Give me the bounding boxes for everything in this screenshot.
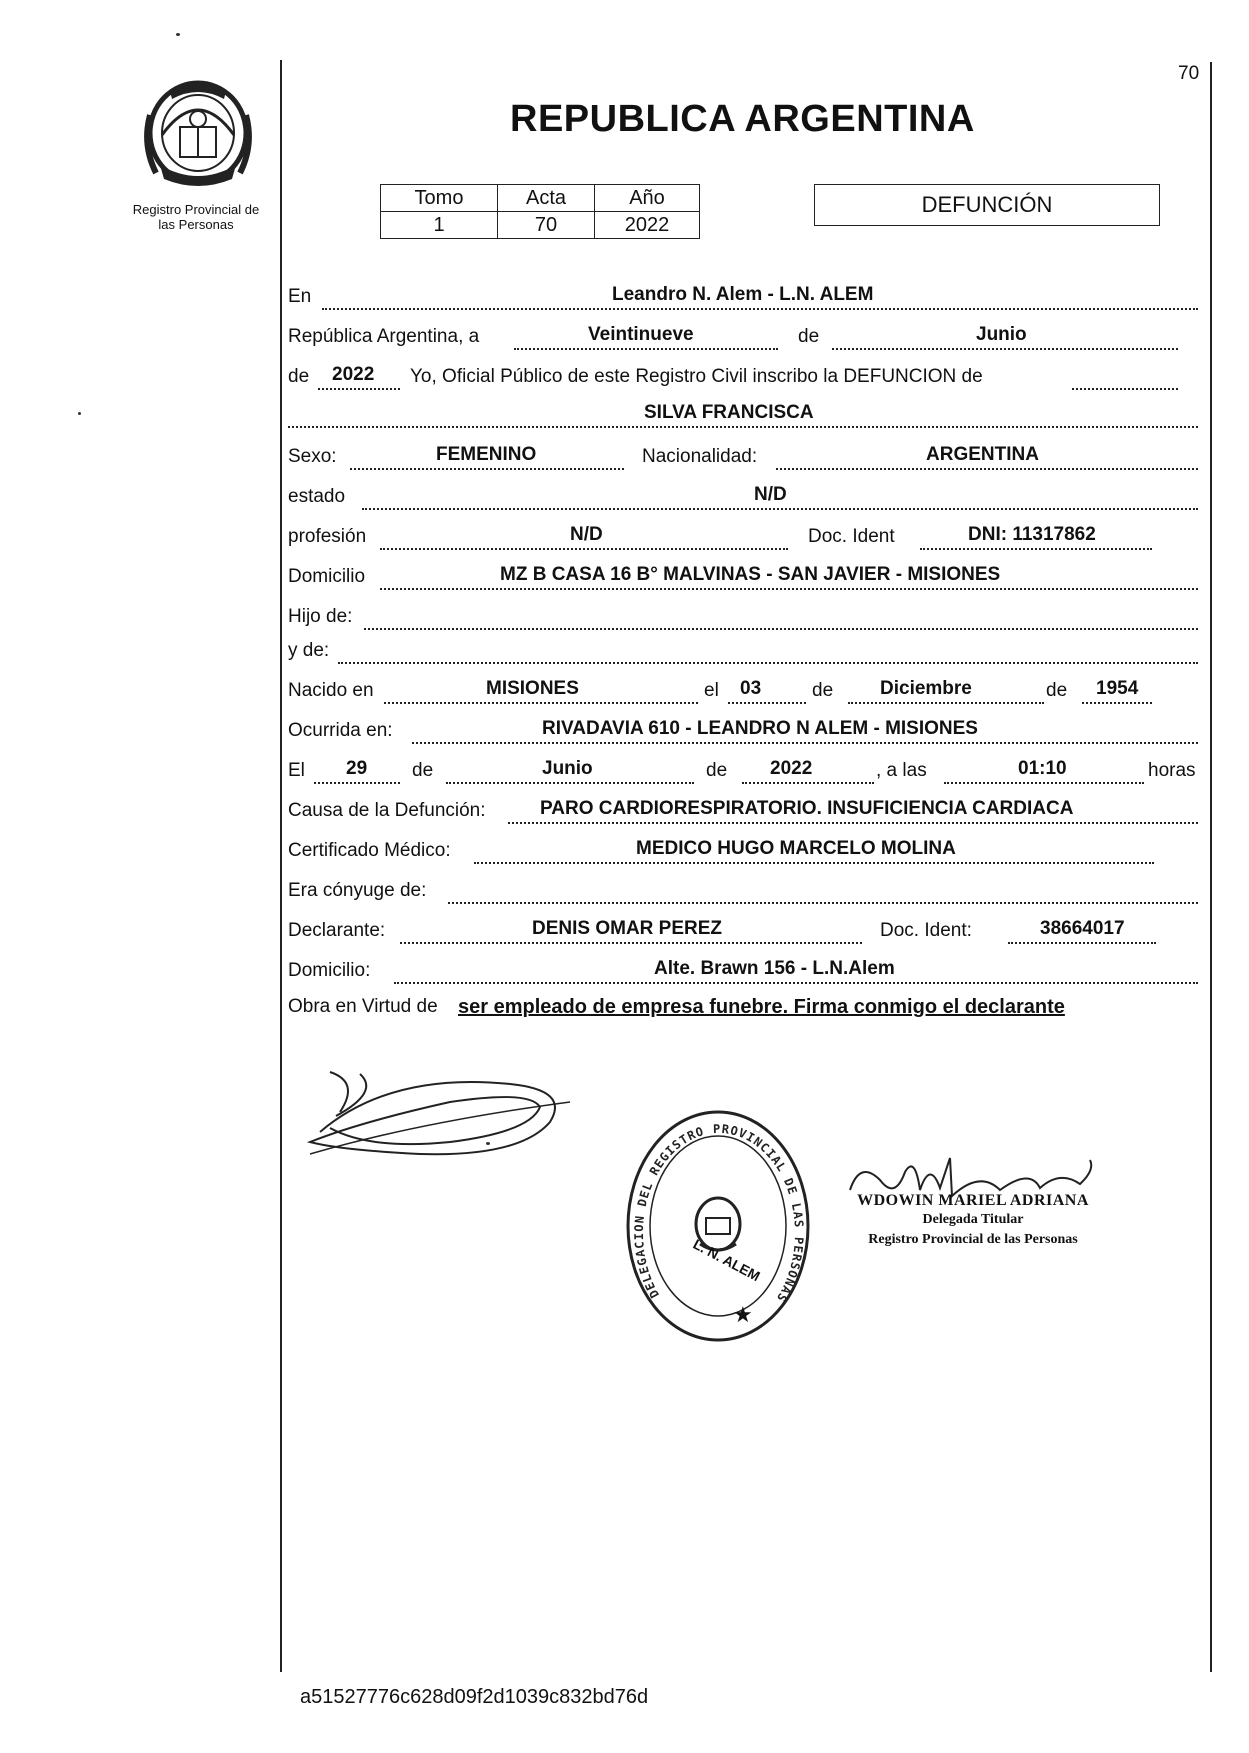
registry-header-row: [381, 185, 700, 212]
row-yde: [288, 640, 1198, 670]
dotted-line: [412, 742, 1198, 744]
declarant-signature: [300, 1062, 580, 1172]
anio-header: Año: [595, 185, 700, 212]
dotted-line: [776, 468, 1198, 470]
registry-value-row: [381, 212, 700, 239]
dotted-line: [514, 348, 778, 350]
tomo-header: Tomo: [381, 185, 498, 212]
nacido-value: MISIONES: [486, 678, 579, 699]
doc-ident-value: DNI: 11317862: [968, 524, 1096, 545]
declarante-value: DENIS OMAR PEREZ: [532, 918, 723, 939]
ink-dot: [486, 1142, 490, 1145]
dotted-line: [508, 822, 1198, 824]
row-causa: [288, 800, 1198, 830]
row-ocurrida: [288, 720, 1198, 750]
certificado-value: MEDICO HUGO MARCELO MOLINA: [636, 838, 956, 859]
row-certificado: [288, 840, 1198, 870]
page-number: 70: [1178, 63, 1200, 84]
acta-header: Acta: [498, 185, 595, 212]
profesion-value: N/D: [570, 524, 603, 545]
domicilio-label: Domicilio: [288, 566, 366, 587]
stamp-star-icon: ★: [733, 1302, 753, 1327]
dotted-line: [400, 942, 862, 944]
causa-label: Causa de la Defunción:: [288, 800, 486, 821]
registry-organization-label: [110, 202, 282, 232]
doc2-label: Doc. Ident:: [880, 920, 972, 941]
row-hijo: [288, 606, 1198, 636]
birth-day: 03: [740, 678, 762, 699]
dotted-line: [384, 702, 698, 704]
acta-value: 70: [498, 212, 595, 239]
dotted-line: [350, 468, 624, 470]
de6-label: de: [706, 760, 728, 781]
dotted-line: [364, 628, 1198, 630]
death-month: Junio: [542, 758, 593, 779]
horas-label: horas: [1148, 760, 1196, 781]
row-domicilio: [288, 566, 1198, 596]
death-time: 01:10: [1018, 758, 1067, 779]
row-conyuge: [288, 880, 1198, 910]
hijo-label: Hijo de:: [288, 606, 353, 627]
dotted-line: [448, 902, 1198, 904]
row-declarante: [288, 920, 1198, 950]
causa-value: PARO CARDIORESPIRATORIO. INSUFICIENCIA CARDIACA: [540, 798, 1074, 819]
dotted-line: [288, 426, 1198, 428]
dotted-line: [944, 782, 1144, 784]
stamp-inner-text: L. N. ALEM: [690, 1235, 763, 1285]
dotted-line: [832, 348, 1178, 350]
dotted-line: [380, 588, 1198, 590]
dotted-line: [314, 782, 400, 784]
de5-label: de: [412, 760, 434, 781]
en-label: En: [288, 286, 312, 307]
doc-ident-label: Doc. Ident: [808, 526, 895, 547]
dotted-line: [338, 662, 1198, 664]
scan-speck: [176, 33, 180, 36]
dotted-line: [474, 862, 1154, 864]
certificado-label: Certificado Médico:: [288, 840, 451, 861]
row-domicilio2: [288, 960, 1198, 990]
document-title: REPUBLICA ARGENTINA: [510, 98, 975, 140]
nacionalidad-value: ARGENTINA: [926, 444, 1039, 465]
yde-label: y de:: [288, 640, 330, 661]
dotted-line: [394, 982, 1198, 984]
alas-label: , a las: [876, 760, 927, 781]
row-sexo: [288, 446, 1198, 476]
death-day: 29: [346, 758, 368, 779]
org-line-2: las Personas: [158, 217, 234, 232]
row-profesion: [288, 526, 1198, 556]
sexo-value: FEMENINO: [436, 444, 537, 465]
de3-label: de: [812, 680, 834, 701]
svg-text:DELEGACION DEL REGISTRO PROVIN: [634, 1122, 804, 1305]
registrar-block: [848, 1192, 1098, 1250]
death-year: 2022: [770, 758, 813, 779]
ocurrida-value: RIVADAVIA 610 - LEANDRO N ALEM - MISIONES: [542, 718, 978, 739]
domicilio-value: MZ B CASA 16 B° MALVINAS - SAN JAVIER - MISIONES: [500, 564, 1001, 585]
registrar-role: Delegada Titular: [922, 1212, 1024, 1227]
dotted-line: [318, 388, 400, 390]
declarante-label: Declarante:: [288, 920, 386, 941]
scan-speck: [78, 412, 81, 415]
deceased-name: SILVA FRANCISCA: [644, 402, 814, 423]
stamp-ring-text: DELEGA DEL REGISTRO PROVINCIAL DE LA ERSONAS: [634, 1121, 804, 1305]
registrar-org: Registro Provincial de las Personas: [868, 1232, 1078, 1247]
de-label: de: [798, 326, 820, 347]
conyuge-label: Era cónyuge de:: [288, 880, 427, 901]
dotted-line: [1008, 942, 1156, 944]
row-officer: [288, 366, 1198, 396]
tomo-value: 1: [381, 212, 498, 239]
left-margin-rule: [280, 60, 282, 1672]
place-value: Leandro N. Alem - L.N. ALEM: [612, 284, 874, 305]
birth-year: 1954: [1096, 678, 1139, 699]
row-name: [288, 404, 1198, 434]
ocurrida-label: Ocurrida en:: [288, 720, 393, 741]
birth-month: Diciembre: [880, 678, 972, 699]
obra-value: ser empleado de empresa funebre. Firma conmigo el declarante: [458, 996, 1065, 1018]
sexo-label: Sexo:: [288, 446, 337, 467]
registrar-name: WDOWIN MARIEL ADRIANA: [857, 1192, 1089, 1209]
document-type-box: DEFUNCIÓN: [814, 184, 1160, 226]
obra-label: Obra en Virtud de: [288, 996, 438, 1017]
registry-table: [380, 184, 700, 239]
anio-value: 2022: [595, 212, 700, 239]
day-value: Veintinueve: [588, 324, 694, 345]
row-obra: [288, 996, 1198, 1026]
nacido-label: Nacido en: [288, 680, 374, 701]
dotted-line: [322, 308, 1198, 310]
republica-label: República Argentina, a: [288, 326, 480, 347]
stamp-ring-text-holder: [634, 1112, 804, 1332]
right-margin-rule: [1210, 62, 1212, 1672]
de2-label: de: [288, 366, 310, 387]
domicilio2-value: Alte. Brawn 156 - L.N.Alem: [654, 958, 895, 979]
row-estado: [288, 486, 1198, 516]
dotted-line: [742, 782, 874, 784]
el-label: el: [704, 680, 719, 701]
dotted-line: [1082, 702, 1152, 704]
org-line-1: Registro Provincial de: [132, 202, 260, 217]
dotted-line: [920, 548, 1152, 550]
dotted-line: [728, 702, 806, 704]
dotted-line: [446, 782, 694, 784]
profesion-label: profesión: [288, 526, 367, 547]
dotted-line: [362, 508, 1198, 510]
el2-label: El: [288, 760, 305, 781]
dotted-line: [848, 702, 1044, 704]
officer-text: Yo, Oficial Público de este Registro Civil inscribo la DEFUNCION de: [410, 366, 983, 387]
row-nacido: [288, 680, 1198, 710]
year-value: 2022: [332, 364, 375, 385]
provincial-seal-logo: [140, 75, 256, 190]
row-en: [288, 286, 1198, 316]
estado-label: estado: [288, 486, 346, 507]
estado-value: N/D: [754, 484, 787, 505]
domicilio2-label: Domicilio:: [288, 960, 371, 981]
nacionalidad-label: Nacionalidad:: [642, 446, 758, 467]
dotted-line: [1072, 388, 1178, 390]
month-value: Junio: [976, 324, 1027, 345]
dotted-line: [380, 548, 788, 550]
doc2-value: 38664017: [1040, 918, 1125, 939]
row-death-date: [288, 760, 1198, 790]
row-date: [288, 326, 1198, 356]
de4-label: de: [1046, 680, 1068, 701]
stamp-ring-text-svg: [634, 1112, 804, 1332]
document-hash: a51527776c628d09f2d1039c832bd76d: [300, 1686, 649, 1708]
